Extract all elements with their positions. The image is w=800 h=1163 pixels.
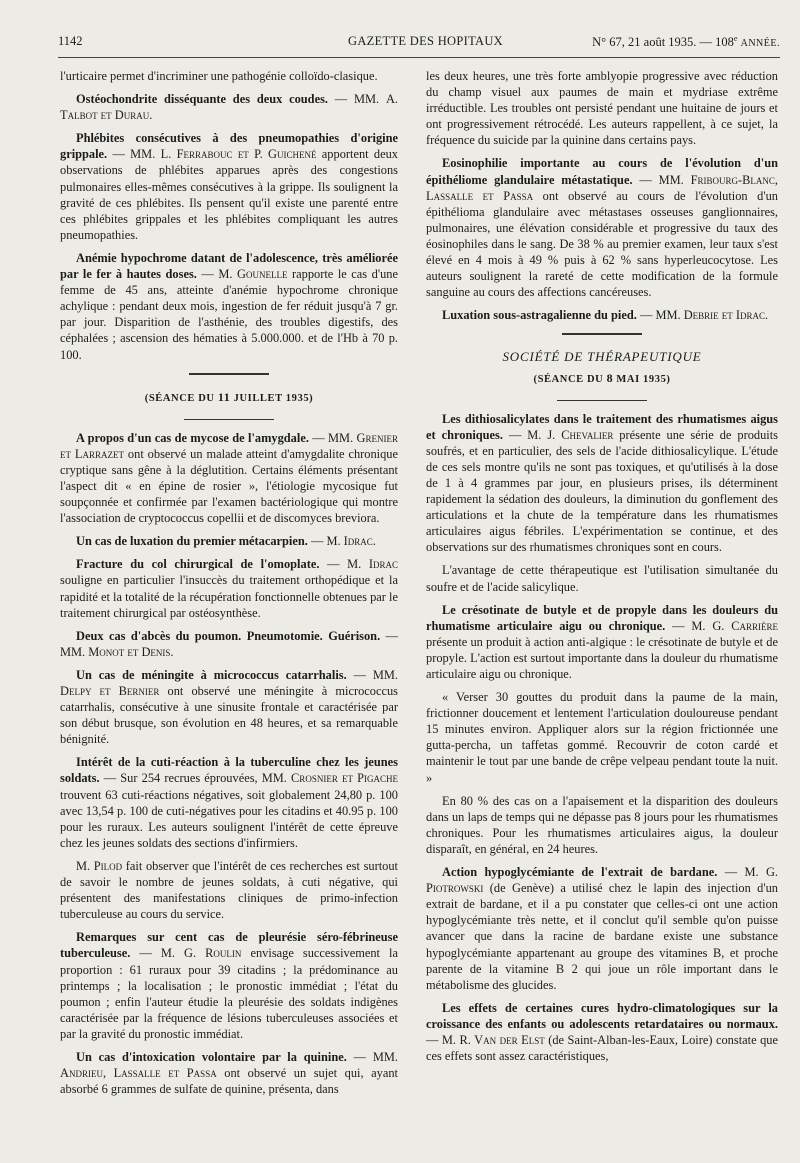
paragraph: [60, 628, 398, 660]
body-text: présente une série de produits soufrés, et en particulier, des sels de l'acide dithiosalicylique. L'étude de ces sels montre qu'ils ne sont pas toxiques, et qu'utilisés à la dose de 1 à 4 grammes par jour, en plusieurs prises, ils déterminent rapidement la sédation des douleurs, la diminution du gonflement des articulations et la chute de la température dans les rhumatismes articulaires aigus fébriles. L'expérimentation se continue, et des observations sur des rhumatismes chroniques sont en cours.: [426, 427, 778, 555]
paragraph: [60, 929, 398, 1042]
body-text: les deux heures, une très forte amblyopie progressive avec réduction du champ visuel aux paumes de main et mydriase extrême irréductible. Les troubles ont persisté pendant une huitaine de jours et ont progressivement rétrocédé. Les auteurs rappellent, à ce sujet, la fréquence du suicide par la quinine dans certains pays.: [426, 69, 778, 148]
separator: — MM.: [346, 1049, 398, 1064]
paragraph: [426, 864, 778, 993]
article-title: Action hypoglycémiante de l'extrait de bardane.: [442, 865, 718, 880]
article-title: Anémie hypochrome datant de l'adolescence, très améliorée par le fer à hautes doses.: [60, 250, 398, 282]
separator: — MM.: [632, 172, 691, 187]
article-title: A propos d'un cas de mycose de l'amygdale.: [76, 430, 309, 445]
society-heading: SOCIÉTÉ DE THÉRAPEUTIQUE: [502, 349, 702, 365]
seance-day: 8: [606, 370, 614, 385]
issue-superscript: e: [733, 34, 738, 43]
paragraph: [60, 130, 398, 243]
body-text: En 80 % des cas on a l'apaisement et la disparition des douleurs dans un laps de temps qui ne dépasse pas 8 jours pour les rhumatismes chroniques. Pour les rhumatismes articulaires aigus, la douleur disparaît, en général, en 24 heures.: [426, 793, 778, 856]
article-title: Remarques sur cent cas de pleurésie séro-fébrineuse tuberculeuse.: [60, 930, 398, 961]
body-text: (de Saint-Alban-les-Eaux, Loire) constate que ces effets sont assez caractéristiques,: [426, 1032, 778, 1064]
article-title: Intérêt de la cuti-réaction à la tuberculine chez les jeunes soldats.: [60, 755, 398, 786]
authors: G. Roulin: [184, 946, 242, 961]
authors: Debrie et Idrac.: [683, 308, 769, 323]
paragraph: [426, 793, 778, 857]
article-title: Luxation sous-astragalienne du pied.: [442, 308, 637, 323]
section-divider: [562, 333, 642, 335]
separator: — M.: [130, 946, 185, 961]
paragraph: [60, 1049, 398, 1097]
authors: Andrieu, Lassalle et Passa: [60, 1066, 217, 1081]
authors: A. Talbot et Durau.: [60, 92, 398, 123]
body-text: ont observé une méningite à micrococcus catarrhalis, consécutive à une sinusite frontale et caractérisée par son début brusque, son évolution en 48 heures, et sa remarquable bénignité.: [60, 684, 398, 747]
body-text: ont observé un sujet qui, ayant absorbé 6 grammes de sulfate de quinine, présenta, dans: [60, 1066, 398, 1097]
seance-day: 11: [217, 389, 231, 404]
running-header: [58, 34, 780, 56]
article-title: Les dithiosalicylates dans le traitement des rhumatismes aigus et chroniques.: [426, 411, 778, 442]
separator: — MM.: [328, 92, 386, 107]
header-rule: [58, 57, 780, 58]
authors: R. Van der Elst: [459, 1032, 545, 1047]
body-text: « Verser 30 gouttes du produit dans la paume de la main, frictionner doucement et lentement l'articulation douloureuse pendant 15 minutes environ. Appliquer alors sur la région frictionnée une gutta-percha, un taffetas gommé. Recouvrir de coton cardé et maintenir le tout par une bande de crêpe velpeau pendant toute la nuit. »: [426, 690, 778, 785]
paragraph: [60, 754, 398, 851]
separator: — MM.: [308, 430, 357, 445]
paragraph: [60, 858, 398, 922]
body-text: envisage successivement la proportion : 61 ruraux pour 39 citadins ; la prédominance au printemps ; la localisation ; le pronostic immédiat ; l'état du poumon ; enfin l'auteur étudie la pleurésie des soldats indigènes caractérisée par la fréquence de lésions tuberculeuses associées et par la gravité du pronostic immédiat.: [60, 946, 398, 1041]
separator: — Sur 254 recrues éprouvées, MM.: [99, 771, 292, 786]
authors: Pilod: [93, 858, 123, 873]
body-text: souligne en particulier l'insuccès du traitement orthopédique et la rapidité et la totalité de la récupération fonctionnelle obtenues par le traitement chirurgical par ostéosynthèse.: [60, 573, 398, 620]
article-title: Un cas de luxation du premier métacarpien.: [76, 534, 308, 549]
body-text: apportent deux observations de phlébites apparues après des congestions pulmonaires elles-mêmes consécutives à la grippe. Ils soulignent la gravité de ces phlébites. Ils pensent qu'il existe une parenté entre ces phlébites grippales et les phlébites compliquant les autres pneumopathies.: [60, 147, 398, 242]
journal-title: GAZETTE DES HOPITAUX: [348, 34, 503, 48]
article-title: Deux cas d'abcès du poumon. Pneumotomie. Guérison.: [76, 628, 381, 643]
body-text: l'urticaire permet d'incriminer une pathogénie colloïdo-clasique.: [60, 69, 378, 83]
authors: Delpy et Bernier: [60, 684, 160, 698]
separator: — MM.: [107, 147, 161, 162]
separator: — M.: [319, 557, 369, 572]
paragraph: [426, 1000, 778, 1064]
paragraph: [426, 68, 778, 148]
article-title: Phlébites consécutives à des pneumopathies d'origine grippale.: [60, 131, 398, 162]
prefix: M.: [76, 858, 94, 873]
authors: J. Chevalier: [547, 427, 614, 442]
paragraph: [60, 430, 398, 527]
paragraph: [426, 307, 778, 323]
paragraph: [60, 68, 398, 84]
article-title: Eosinophilie importante au cours de l'évolution d'un épithéliome glandulaire métastatique.: [426, 156, 778, 187]
article-title: Le crésotinate de butyle et de propyle dans les douleurs du rhumatisme articulaire aigu ou chronique.: [426, 602, 778, 633]
authors: L. Ferrabouc et P. Guichené: [160, 147, 317, 162]
paragraph: [426, 411, 778, 556]
paragraph: [60, 250, 398, 363]
article-title: Ostéochondrite disséquante des deux coudes.: [76, 92, 328, 107]
authors: Crosnier et Pigache: [291, 771, 398, 786]
article-title: Les effets de certaines cures hydro-climatologiques sur la croissance des enfants ou adolescents retardataires ou normaux.: [426, 1000, 778, 1031]
article-title: Un cas de méningite à micrococcus catarrhalis.: [76, 667, 347, 682]
seance-prefix: (SÉANCE DU: [144, 392, 218, 404]
authors: Monot et Denis.: [88, 644, 174, 659]
paragraph: [426, 155, 778, 300]
separator: — MM.: [346, 667, 399, 682]
seance-heading: [60, 389, 398, 407]
paragraph: [60, 667, 398, 747]
authors: G. Carrière: [712, 618, 778, 633]
annee-label: ANNÉE.: [740, 38, 780, 50]
body-text: L'avantage de cette thérapeutique est l'utilisation simultanée du soufre et de l'acide salicylique.: [426, 563, 778, 594]
article-title: Fracture du col chirurgical de l'omoplate.: [76, 557, 320, 572]
body-text: trouvent 63 cuti-réactions négatives, soit globalement 24,80 p. 100 avec 13,54 p. 100 de cuti-négatives pour les citadins et 40.95 p. 100 pour les ruraux. Les auteurs soulignent l'intérêt de cette épreuve chez les jeunes soldats des sections d'infirmiers.: [60, 787, 398, 850]
body-text: ont observé au cours de l'évolution d'un épithélioma glandulaire avec métastases osseuses ganglionnaires, pulmonaires, une élévation considérable et progressive du taux des éosinophiles dans le sang. De 38 % au premier examen, leur taux s'est élevé en 4 mois à 49 % puis à 62 % sans hyperleucocytose. Les auteurs soulignent la rareté de cette modification de la formule sanguine au cours des affections cancéreuses.: [426, 188, 778, 300]
authors: Grenier et Larrazet: [60, 430, 398, 461]
paragraph: [426, 602, 778, 682]
left-column: [60, 68, 398, 1104]
issue-date: [592, 34, 780, 50]
body-text: rapporte le cas d'une femme de 45 ans, atteinte d'anémie hypochrome chronique achylique : pendant deux mois, ingestion de fer réduit jusqu'à 7 gr. par jour. Disparition de l'asthénie, des troubles digestifs, des céphalées ; ascension des hématies à 5.000.000. et de l'Hb à 70 p. 100.: [60, 267, 398, 362]
authors: Fribourg-Blanc, Lassalle et Passa: [426, 172, 778, 203]
issue-text: N° 67, 21 août 1935. — 108: [592, 35, 734, 50]
separator: — MM.: [636, 308, 684, 323]
paragraph: [426, 689, 778, 786]
body-text: présente un produit à action anti-algique : le crésotinate de butyle et de propyle. L'action est surtout importante dans la douleur du rhumatisme articulaire aigu ou chronique.: [426, 634, 778, 681]
separator: — M.: [502, 427, 548, 442]
separator: — MM.: [60, 628, 398, 659]
seance-heading: [426, 370, 778, 388]
body-text: fait observer que l'intérêt de ces recherches est surtout de savoir le nombre de jeunes soldats, à cuti négative, qui présentent des manifestations cliniques de primo-infection tuberculeuse au cours du service.: [60, 858, 398, 922]
seance-suffix: JUILLET 1935): [230, 392, 314, 404]
section-divider: [184, 419, 274, 420]
paragraph: [60, 91, 398, 123]
right-column: [426, 68, 778, 1071]
paragraph: [426, 562, 778, 594]
separator: — M.: [307, 534, 344, 549]
authors: Idrac.: [343, 534, 376, 549]
separator: — M.: [196, 267, 238, 282]
authors: Gounelle: [237, 267, 288, 282]
body-text: ont observé un malade atteint d'amygdalite chronique cryptique sans gêne à la déglutition. Certains éléments présentant l'aspect dit « en épine de rosier », l'étiologie mycosique fut soupçonnée et confirmée par l'examen bactériologique qui montre l'association de cryptococcus copellii et de discomyces breviora.: [60, 446, 398, 526]
authors: G. Piotrowski: [426, 865, 778, 896]
section-divider: [189, 373, 269, 375]
body-text: (de Genève) a utilisé chez le lapin des injection d'un extrait de bardane, et il a pu constater que celles-ci ont une action hypoglycémiante très nette, et il conclut qu'il semble qu'on puisse avancer que dans la racine de bardane existe une substance hypoglycémiante appartenant au groupe des vitamines B, et proche parente de la vitamine B 2 qui joue un rôle important dans le métabolisme des glucides.: [426, 881, 778, 992]
page-number: 1142: [58, 34, 83, 48]
separator: — M.: [665, 618, 713, 633]
article-title: Un cas d'intoxication volontaire par la quinine.: [76, 1049, 347, 1064]
paragraph: [60, 556, 398, 620]
paragraph: [60, 533, 398, 549]
separator: — M.: [426, 1032, 460, 1047]
section-divider: [557, 400, 647, 401]
separator: — M.: [717, 865, 766, 880]
seance-suffix: MAI 1935): [613, 373, 671, 385]
authors: Idrac: [368, 557, 398, 572]
seance-prefix: (SÉANCE DU: [533, 373, 607, 385]
